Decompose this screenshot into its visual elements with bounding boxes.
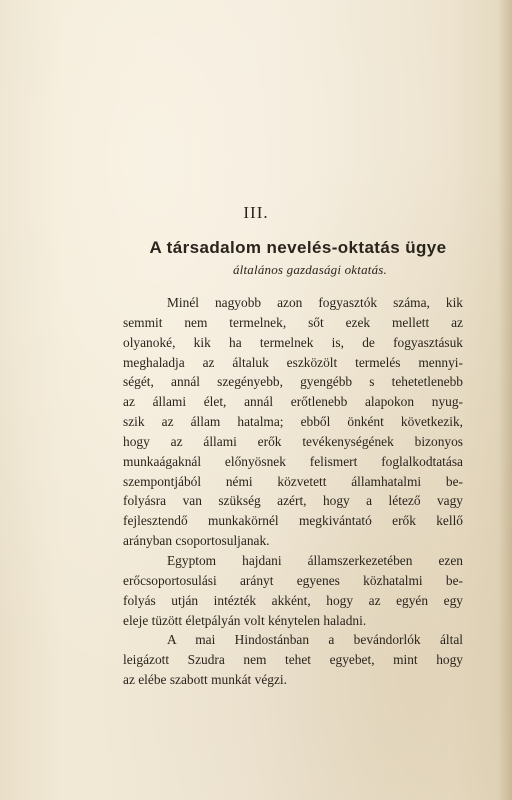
text-line: A mai Hindostánban a bevándorlók által [167, 632, 463, 648]
text-line: semmit nem termelnek, sőt ezek mellett az [123, 314, 463, 330]
chapter-number: III. [243, 203, 269, 222]
body-text [123, 293, 463, 690]
text-line: meghaladja az általuk eszközölt termelés mennyi- [123, 354, 463, 370]
chapter-subtitle: általános gazdasági oktatás. [232, 262, 388, 277]
text-line: leigázott Szudra nem tehet egyebet, mint hogy [123, 652, 463, 668]
text-line: ségét, annál szegényebb, gyengébb s tehetetlenebb [123, 374, 463, 390]
text-line: erőcsoportosulási arányt egyenes közhatalmi be- [123, 572, 463, 588]
text-line: fejlesztendő munkakörnél megkivántató erők kellő [123, 513, 463, 529]
text-line: eleje tüzött életpályán volt kénytelen haladni. [123, 612, 367, 628]
text-line: folyásra van szükség azért, hogy a létező vagy [123, 493, 463, 509]
text-line: az állami élet, annál erőtlenebb alapokon nyug- [123, 394, 463, 410]
text-line: arányban csoportosuljanak. [123, 533, 270, 549]
text-line: Minél nagyobb azon fogyasztók száma, kik [167, 295, 463, 310]
chapter-title: A társadalom nevelés-oktatás ügye [149, 238, 447, 257]
text-line: olyanoké, kik ha termelnek is, de fogyasztásuk [123, 334, 463, 350]
text-line: munkaágaknál előnyösnek felismert foglalkodtatása [123, 453, 463, 469]
text-line: Egyptom hajdani államszerkezetében ezen [167, 552, 463, 568]
text-line: folyás utján intézték akként, hogy az egyén egy [123, 592, 463, 608]
text-line: hogy az állami erők tevékenységének bizonyos [123, 433, 463, 449]
text-line: szik az állam hatalma; ebből önként következik, [123, 414, 463, 430]
text-line: szempontjából némi közvetett államhatalmi be- [123, 473, 463, 489]
text-line: az elébe szabott munkát végzi. [123, 672, 287, 688]
